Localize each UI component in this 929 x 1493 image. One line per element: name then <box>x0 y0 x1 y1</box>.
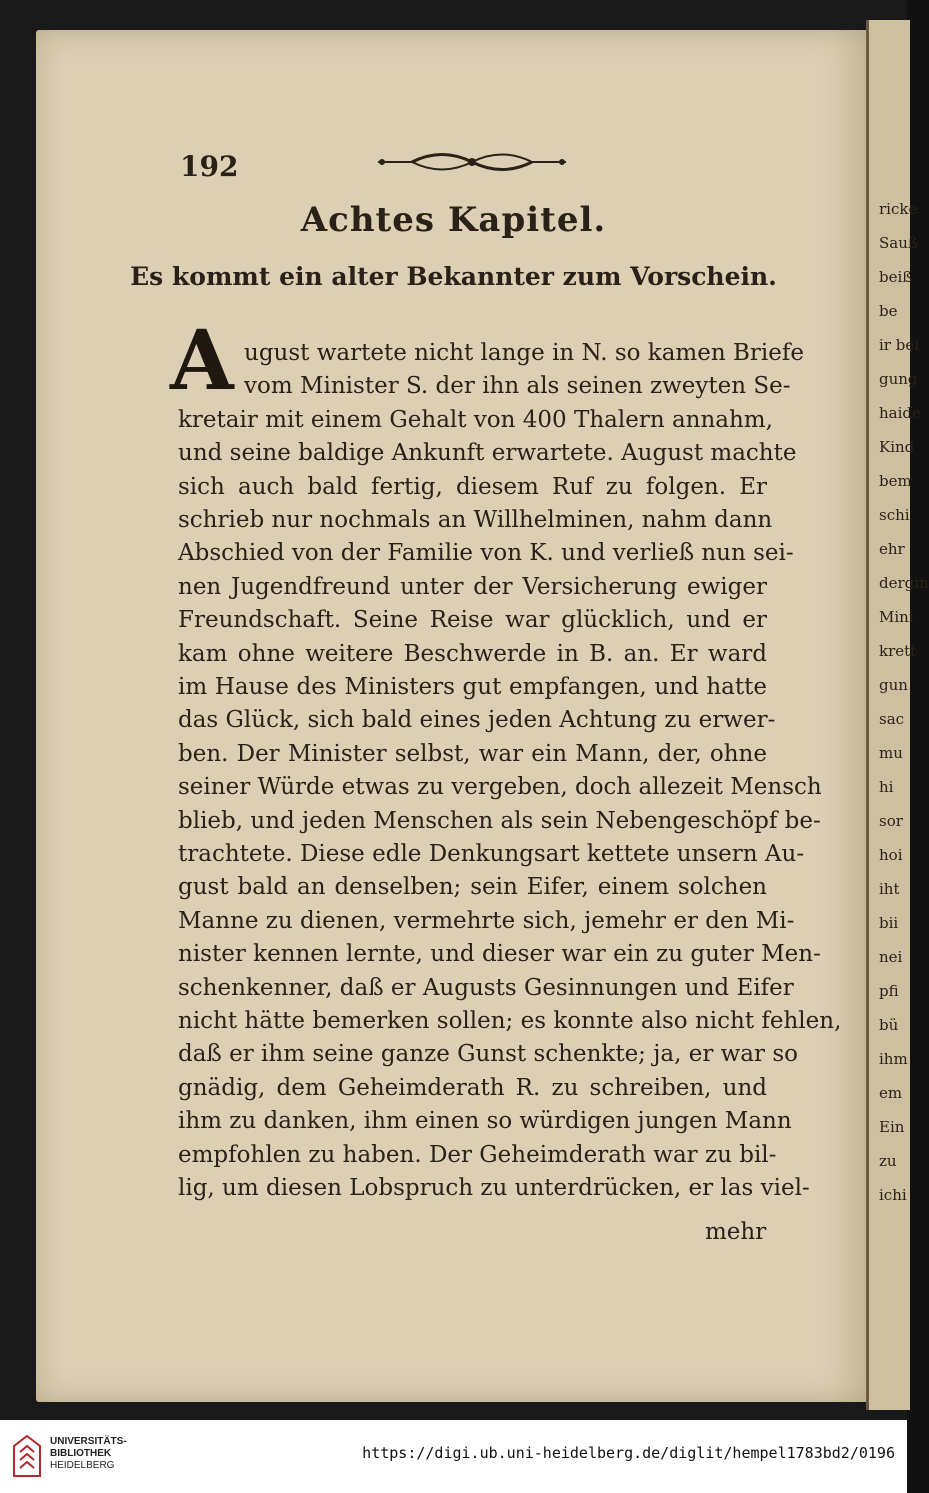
text-line: empfohlen zu haben. Der Geheimderath war zu bil- <box>178 1141 777 1168</box>
text-line: vom Minister S. der ihn als seinen zweyten Se- <box>244 373 791 400</box>
drop-cap: A <box>170 313 234 409</box>
library-logo-text <box>50 1436 127 1472</box>
text-line: kretair mit einem Gehalt von 400 Thalern annahm, <box>178 406 773 433</box>
facing-page-fragment: gung <box>879 370 918 388</box>
facing-page-fragment: iht <box>879 880 900 898</box>
text-line: lig, um diesen Lobspruch zu unterdrücken, er las viel- <box>178 1175 810 1201</box>
text-line: blieb, und jeden Menschen als sein Nebengeschöpf be- <box>178 807 821 834</box>
logo-line-1: UNIVERSITÄTS- <box>50 1436 127 1447</box>
text-line: das Glück, sich bald eines jeden Achtung zu erwer- <box>178 707 776 734</box>
text-line: ihm zu danken, ihm einen so würdigen jungen Mann <box>178 1108 792 1135</box>
facing-page-fragment: dergin <box>879 574 929 592</box>
chapter-title: Achtes Kapitel. <box>300 200 607 240</box>
facing-page-fragment: ricke <box>879 200 918 218</box>
facing-page-fragment: ihm <box>879 1050 908 1068</box>
logo-line-2: BIBLIOTHEK <box>50 1448 112 1459</box>
facing-page-fragment: bem <box>879 472 912 490</box>
facing-page-fragment: beiß <box>879 268 913 286</box>
facing-page-fragment: ehr <box>879 540 905 558</box>
text-line: ugust wartete nicht lange in N. so kamen Briefe <box>244 340 804 366</box>
facing-page-fragment: sor <box>879 812 903 830</box>
facing-page-fragment: nei <box>879 948 903 966</box>
facing-page-fragment: bii <box>879 914 899 932</box>
facing-page-fragment: Kind <box>879 438 915 456</box>
text-line: gust bald an denselben; sein Eifer, einem solchen <box>178 874 767 901</box>
page-number: 192 <box>180 150 239 183</box>
facing-page-fragment: sac <box>879 710 905 728</box>
text-line: gnädig, dem Geheimderath R. zu schreiben, und <box>178 1074 767 1101</box>
text-line: im Hause des Ministers gut empfangen, und hatte <box>178 674 767 700</box>
facing-page-fragment: ichi <box>879 1186 907 1204</box>
library-logo-icon <box>12 1434 42 1478</box>
text-line: nicht hätte bemerken sollen; es konnte also nicht fehlen, <box>178 1008 842 1034</box>
text-line: trachtete. Diese edle Denkungsart kettete unsern Au- <box>178 841 805 867</box>
facing-page-fragment: hoi <box>879 846 903 864</box>
text-line: Freundschaft. Seine Reise war glücklich, und er <box>178 607 767 634</box>
text-line: Manne zu dienen, vermehrte sich, jemehr er den Mi- <box>178 907 795 934</box>
facing-page-fragment: hi <box>879 778 894 796</box>
text-line: und seine baldige Ankunft erwartete. August machte <box>178 440 797 467</box>
logo-line-3: HEIDELBERG <box>50 1460 115 1471</box>
text-line: ben. Der Minister selbst, war ein Mann, der, ohne <box>178 740 767 767</box>
facing-page-fragment: pfi <box>879 982 899 1000</box>
facing-page-fragment: Sauß <box>879 234 918 252</box>
text-line: sich auch bald fertig, diesem Ruf zu folgen. Er <box>178 473 767 500</box>
text-line: schrieb nur nochmals an Willhelminen, nahm dann <box>178 507 773 533</box>
facing-page-fragment: krett <box>879 642 917 660</box>
catchword: mehr <box>705 1219 767 1245</box>
facing-page-fragment: Ein <box>879 1118 905 1136</box>
permalink-url[interactable]: https://digi.ub.uni-heidelberg.de/diglit/hempel1783bd2/0196 <box>362 1444 895 1462</box>
facing-page-fragment: Mini <box>879 608 914 626</box>
text-line: nen Jugendfreund unter der Versicherung ewiger <box>178 573 767 600</box>
facing-page-fragment: haide <box>879 404 921 422</box>
viewer-footer <box>0 1420 907 1493</box>
chapter-subtitle: Es kommt ein alter Bekannter zum Vorschein. <box>130 262 777 291</box>
ornament-rule-icon <box>372 150 572 174</box>
text-line: kam ohne weitere Beschwerde in B. an. Er ward <box>178 640 767 667</box>
text-line: daß er ihm seine ganze Gunst schenkte; ja, er war so <box>178 1041 798 1068</box>
facing-page-fragment: ir bei <box>879 336 920 354</box>
facing-page-fragment: em <box>879 1084 903 1102</box>
facing-page-fragment: mu <box>879 744 903 762</box>
facing-page-fragment: schi <box>879 506 910 524</box>
facing-page-fragment: be <box>879 302 898 320</box>
text-line: schenkenner, daß er Augusts Gesinnungen und Eifer <box>178 974 794 1001</box>
text-line: Abschied von der Familie von K. und verließ nun sei- <box>178 540 794 567</box>
facing-page-fragment: bü <box>879 1016 899 1034</box>
text-line: seiner Würde etwas zu vergeben, doch allezeit Mensch <box>178 774 822 801</box>
text-line: nister kennen lernte, und dieser war ein zu guter Men- <box>178 941 821 968</box>
facing-page-fragment: gun <box>879 676 908 694</box>
facing-page-fragment: zu <box>879 1152 897 1170</box>
